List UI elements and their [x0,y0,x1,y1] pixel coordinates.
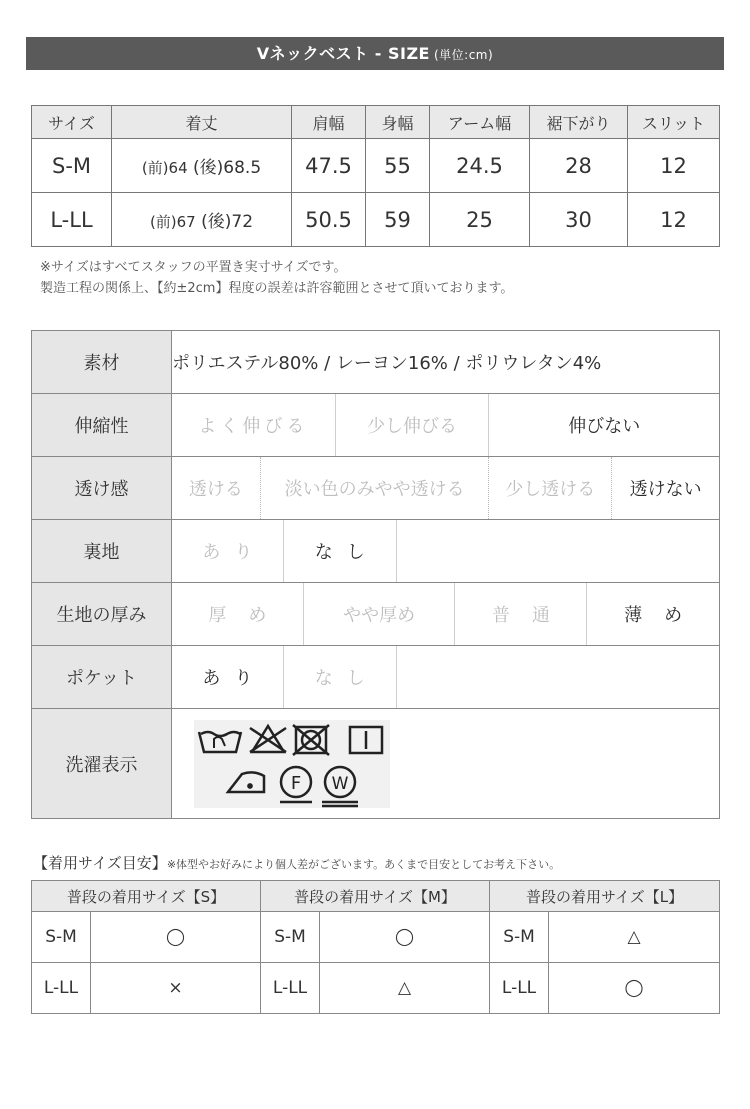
pocket-label: ポケット [32,646,172,709]
option-thick: 厚め [172,583,304,645]
col-header-arm-width: アーム幅 [430,106,530,139]
page-title: Vネックベスト - SIZE [256,44,430,63]
col-header-length: 着丈 [112,106,292,139]
size-cell: L-LL [32,193,112,247]
length-back: (後)72 [201,212,254,232]
table-row [32,193,720,247]
table-row [32,963,720,1014]
hem-cell: 28 [530,139,628,193]
care-label: 洗濯表示 [32,709,172,819]
size-notes [40,257,513,299]
size-cell: S-M [32,139,112,193]
wet-clean-w-letter: W [331,773,349,794]
arm-cell: 25 [430,193,530,247]
sheer-label: 透け感 [32,457,172,520]
material-table [31,330,720,819]
option-normal: 普通 [455,583,587,645]
option-stretch-some: 少し伸びる [336,394,490,456]
stretch-options [172,394,720,457]
material-row [32,331,720,394]
thickness-label: 生地の厚み [32,583,172,646]
empty-cell [397,520,719,582]
option-sheer-slight: 少し透ける [489,457,612,519]
dry-clean-f-letter: F [290,772,302,794]
option-lining-yes: あり [172,520,284,582]
guide-size-cell: S-M [490,912,549,963]
lining-row [32,520,720,583]
guide-heading [33,852,560,873]
option-pocket-yes: あり [172,646,284,708]
length-cell [112,139,292,193]
pocket-options [172,646,720,709]
slit-cell: 12 [628,193,720,247]
guide-size-cell: L-LL [32,963,91,1014]
empty-cell [397,646,719,708]
guide-size-cell: S-M [32,912,91,963]
guide-title: 【着用サイズ目安】 [33,854,167,872]
note-line: 製造工程の関係上、【約±2cm】程度の誤差は許容範囲とさせて頂いております。 [40,281,514,296]
guide-note: ※体型やお好みにより個人差がございます。あくまで目安としてお考え下さい。 [166,858,561,871]
option-lining-no: なし [284,520,397,582]
guide-header-s: 普段の着用サイズ【S】 [32,881,261,912]
body-cell: 59 [366,193,430,247]
option-sheer: 透ける [172,457,261,519]
table-row [32,912,720,963]
care-label-image [194,720,390,808]
unit-label: (単位:cm) [433,48,494,62]
option-not-sheer: 透けない [629,479,702,500]
guide-header-row [32,881,720,912]
material-value: ポリエステル80% / レーヨン16% / ポリウレタン4% [172,331,720,394]
iron-low-icon [228,772,264,792]
guide-header-m: 普段の着用サイズ【M】 [261,881,490,912]
length-front: (前)64 [141,159,188,177]
fit-mark: × [91,963,261,1014]
col-header-size: サイズ [32,106,112,139]
care-symbols-svg [194,720,390,808]
col-header-slit: スリット [628,106,720,139]
fit-mark: ◯ [91,912,261,963]
hand-wash-icon [199,732,241,752]
body-cell: 55 [366,139,430,193]
arm-cell: 24.5 [430,139,530,193]
size-table-header [32,106,720,139]
thickness-options [172,583,720,646]
length-back: (後)68.5 [193,158,262,178]
sheer-row [32,457,720,520]
line-dry-icon [350,727,382,753]
fit-mark: △ [320,963,490,1014]
col-header-hem: 裾下がり [530,106,628,139]
note-line: ※サイズはすべてスタッフの平置き実寸サイズです。 [40,260,347,275]
size-guide-table [31,880,720,1014]
col-header-shoulder: 肩幅 [292,106,366,139]
thickness-row [32,583,720,646]
guide-size-cell: L-LL [490,963,549,1014]
shoulder-cell: 50.5 [292,193,366,247]
slit-cell: 12 [628,139,720,193]
size-table [31,105,720,247]
option-pocket-no: なし [284,646,397,708]
guide-header-l: 普段の着用サイズ【L】 [490,881,720,912]
lining-options [172,520,720,583]
col-header-body-width: 身幅 [366,106,430,139]
fit-mark: ◯ [320,912,490,963]
option-thin: 薄め [624,605,705,626]
length-cell [112,193,292,247]
lining-label: 裏地 [32,520,172,583]
care-symbols [172,709,720,819]
hem-cell: 30 [530,193,628,247]
option-slightly-thick: やや厚め [304,583,456,645]
option-sheer-light-colors: 淡い色のみやや透ける [261,457,490,519]
no-bleach-icon [250,726,286,752]
table-row [32,139,720,193]
sheer-options [172,457,720,520]
option-stretch-high: よく伸びる [172,394,336,456]
care-row [32,709,720,819]
no-tumble-dry-icon [293,725,329,755]
pocket-row [32,646,720,709]
shoulder-cell: 47.5 [292,139,366,193]
stretch-row [32,394,720,457]
guide-size-cell: L-LL [261,963,320,1014]
title-bar [26,37,724,70]
fit-mark: ◯ [549,963,720,1014]
guide-size-cell: S-M [261,912,320,963]
option-stretch-none: 伸びない [568,416,641,437]
length-front: (前)67 [149,213,196,231]
stretch-label: 伸縮性 [32,394,172,457]
fit-mark: △ [549,912,720,963]
material-label: 素材 [32,331,172,394]
